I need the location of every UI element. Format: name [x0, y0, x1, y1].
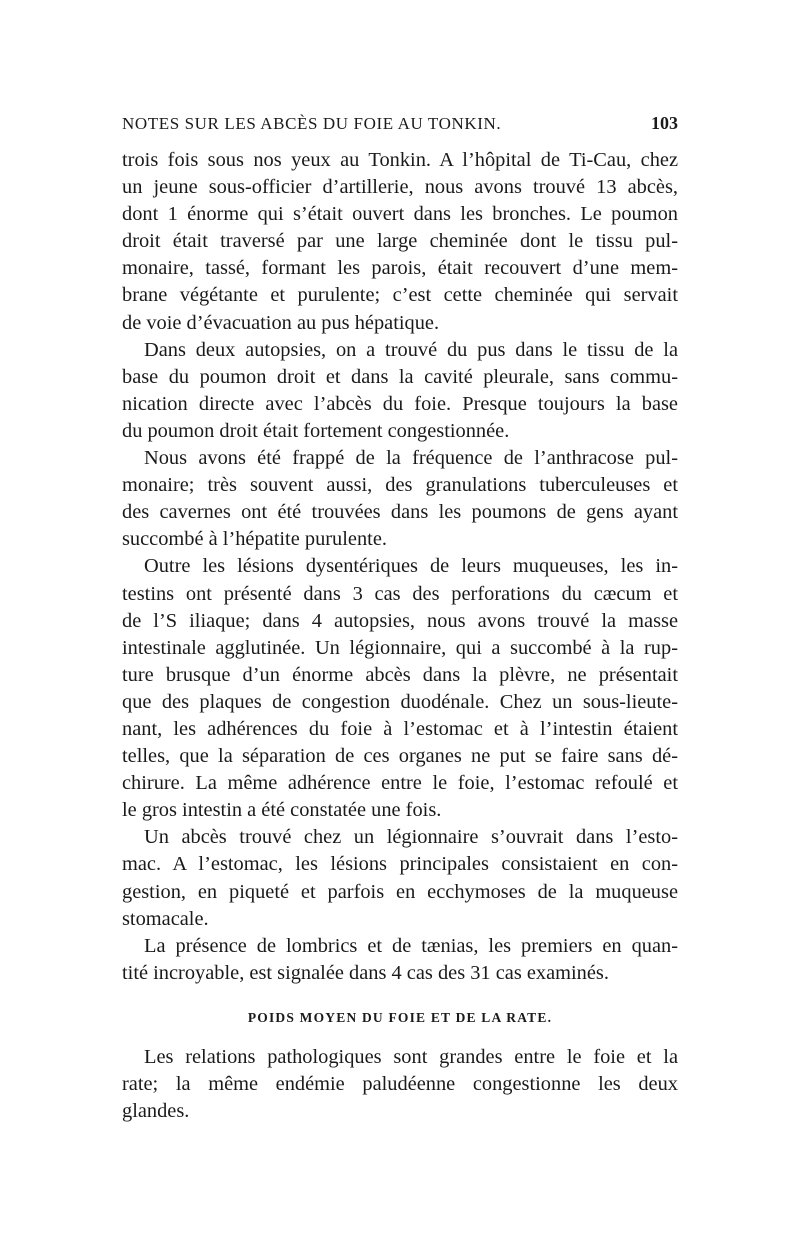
text-line: que des plaques de congestion duodénale. Chez un sous-lieute- — [122, 690, 678, 713]
paragraph — [122, 445, 678, 553]
text-line: du poumon droit était fortement congestionnée. — [122, 419, 510, 442]
body-text — [122, 147, 678, 987]
text-line: trois fois sous nos yeux au Tonkin. A l’hôpital de Ti-Cau, chez — [122, 149, 678, 171]
paragraph — [122, 933, 678, 987]
text-line: de l’S iliaque; dans 4 autopsies, nous avons trouvé la masse — [122, 609, 678, 632]
section-title: POIDS MOYEN DU FOIE ET DE LA RATE. — [247, 1010, 553, 1025]
text-line: Nous avons été frappé de la fréquence de l’anthracose pul- — [144, 447, 678, 470]
text-line: de voie d’évacuation au pus hépatique. — [122, 311, 440, 334]
text-line: droit était traversé par une large cheminée dont le tissu pul- — [122, 230, 678, 253]
text-line: telles, que la séparation de ces organes ne put se faire sans dé- — [122, 745, 678, 768]
text-line: testins ont présenté dans 3 cas des perforations du cæcum et — [122, 582, 678, 605]
text-line: des cavernes ont été trouvées dans les poumons de gens ayant — [122, 501, 678, 524]
text-line: rate; la même endémie paludéenne congestionne les deux — [122, 1073, 678, 1096]
text-line: dont 1 énorme qui s’était ouvert dans les bronches. Le poumon — [122, 203, 678, 226]
paragraph — [122, 1044, 678, 1125]
text-line: brane végétante et purulente; c’est cette cheminée qui servait — [122, 284, 678, 307]
text-line: Outre les lésions dysentériques de leurs muqueuses, les in- — [144, 555, 678, 578]
text-line: monaire, tassé, formant les parois, était recouvert d’une mem- — [122, 257, 678, 280]
text-line: Les relations pathologiques sont grandes entre le foie et la — [144, 1046, 678, 1068]
text-line: Un abcès trouvé chez un légionnaire s’ouvrait dans l’esto- — [144, 826, 678, 849]
text-line: nant, les adhérences du foie à l’estomac et à l’intestin étaient — [122, 717, 678, 740]
paragraph — [122, 337, 678, 445]
paragraph — [122, 553, 678, 824]
text-line: mac. A l’estomac, les lésions principales consistaient en con- — [122, 853, 678, 876]
text-line: gestion, en piqueté et parfois en ecchymoses de la muqueuse — [122, 880, 678, 903]
text-line: ture brusque d’un énorme abcès dans la plèvre, ne présentait — [122, 663, 678, 686]
text-line: tité incroyable, est signalée dans 4 cas des 31 cas examinés. — [122, 961, 609, 984]
text-line: La présence de lombrics et de tænias, les premiers en quan- — [144, 934, 678, 957]
text-line: intestinale agglutinée. Un légionnaire, qui a succombé à la rup- — [122, 636, 678, 659]
text-line: Dans deux autopsies, on a trouvé du pus dans le tissu de la — [144, 338, 678, 361]
text-line: glandes. — [122, 1100, 190, 1123]
text-line: un jeune sous-officier d’artillerie, nous avons trouvé 13 abcès, — [122, 176, 678, 199]
text-line: le gros intestin a été constatée une fois. — [122, 799, 442, 822]
text-line: monaire; très souvent aussi, des granulations tuberculeuses et — [122, 474, 678, 497]
running-title: NOTES SUR LES ABCÈS DU FOIE AU TONKIN. — [122, 114, 502, 133]
paragraph — [122, 147, 678, 337]
paragraph — [122, 824, 678, 932]
running-header — [122, 113, 678, 134]
text-line: succombé à l’hépatite purulente. — [122, 528, 387, 551]
text-line: stomacale. — [122, 907, 209, 930]
text-line: nication directe avec l’abcès du foie. Presque toujours la base — [122, 392, 678, 415]
text-line: base du poumon droit et dans la cavité pleurale, sans commu- — [122, 365, 678, 388]
page-number: 103 — [651, 113, 678, 133]
tail-paragraph — [122, 1044, 678, 1125]
text-line: chirure. La même adhérence entre le foie, l’estomac refoulé et — [122, 772, 678, 795]
